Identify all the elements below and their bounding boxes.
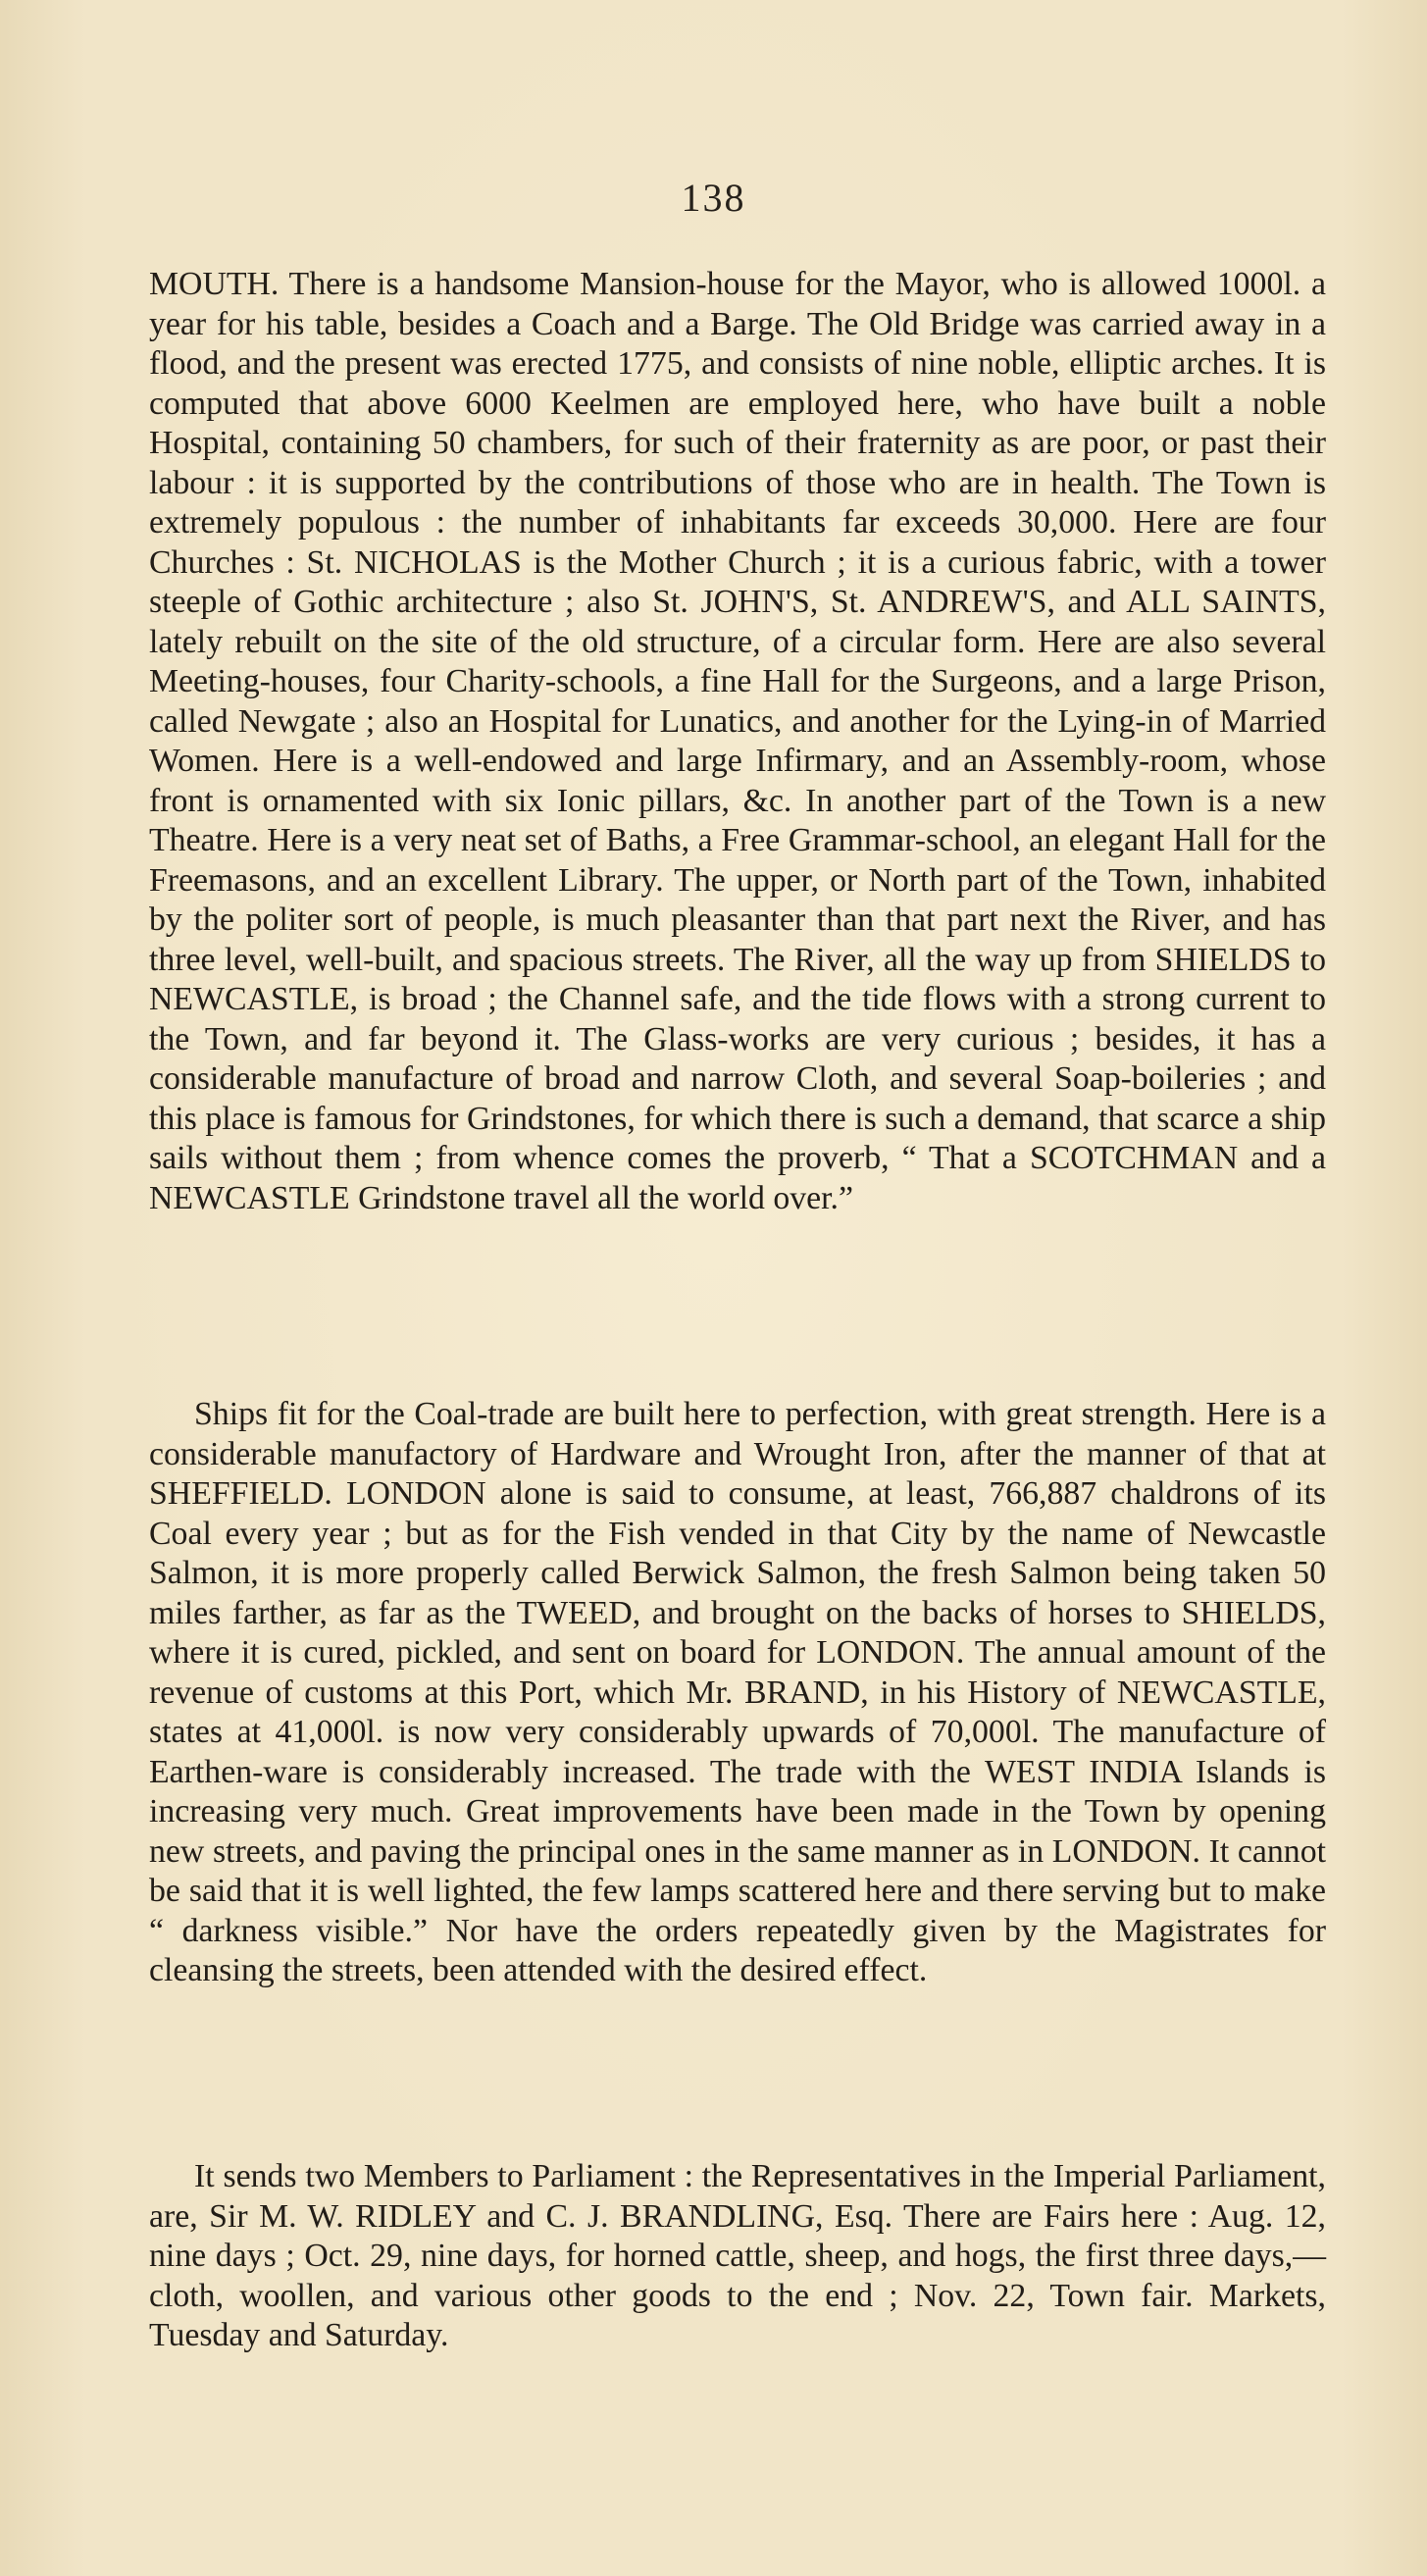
paragraph-1: MOUTH. There is a handsome Mansion-house for the Mayor, who is allowed 1000l. a year for his table, besides a Coach and a Barge. The Old Bridge was carried away in a flood, and the present was erected 1775, and consists of nine noble, elliptic arches. It is computed that above 6000 Keelmen are employed here, who have built a noble Hospital, containing 50 chambers, for such of their fraternity as are poor, or past their labour : it is supported by the contributions of those who are in health. The Town is extremely populous : the number of inhabitants far exceeds 30,000. Here are four Churches : St. NICHOLAS is the Mother Church ; it is a curious fabric, with a tower steeple of Gothic architecture ; also St. JOHN'S, St. ANDREW'S, and ALL SAINTS, lately rebuilt on the site of the old structure, of a circular form. Here are also several Meeting-houses, four Charity-schools, a fine Hall for the Surgeons, and a large Prison, called Newgate ; also an Hospital for Lunatics, and another for the Lying-in of Married Women. Here is a well-endowed and large Infirmary, and an Assembly-room, whose front is ornamented with six Ionic pillars, &c. In another part of the Town is a new Theatre. Here is a very neat set of Baths, a Free Grammar-school, an elegant Hall for the Freemasons, and an excellent Library. The upper, or North part of the Town, inhabited by the politer sort of people, is much pleasanter than that part next the River, and has three level, well-built, and spacious streets. The River, all the way up from SHIELDS to NEWCASTLE, is broad ; the Channel safe, and the tide flows with a strong current to the Town, and far beyond it. The Glass-works are very curious ; besides, it has a considerable manufacture of broad and narrow Cloth, and several Soap-boileries ; and this place is famous for Grindstones, for which there is such a demand, that scarce a ship sails without them ; from whence comes the proverb, “ That a SCOTCHMAN and a NEWCASTLE Grindstone travel all the world over.”: [149, 266, 1326, 1216]
paragraph-3-block: [149, 2157, 1326, 2356]
paragraph-2-block: [149, 1395, 1326, 1991]
paragraph-3: It sends two Members to Parliament : the Representatives in the Imperial Parliament, are, Sir M. W. RIDLEY and C. J. BRANDLING, Esq. There are Fairs here : Aug. 12, nine days ; Oct. 29, nine days, for horned cattle, sheep, and hogs, the first three days,—cloth, woollen, and various other goods to the end ; Nov. 22, Town fair. Markets, Tuesday and Saturday.: [149, 2158, 1326, 2353]
paragraph-2: Ships fit for the Coal-trade are built here to perfection, with great strength. Here is a considerable manufactory of Hardware and Wrought Iron, after the manner of that at SHEFFIELD. LONDON alone is said to consume, at least, 766,887 chaldrons of its Coal every year ; but as for the Fish vended in that City by the name of Newcastle Salmon, it is more properly called Berwick Salmon, the fresh Salmon being taken 50 miles farther, as far as the TWEED, and brought on the backs of horses to SHIELDS, where it is cured, pickled, and sent on board for LONDON. The annual amount of the revenue of customs at this Port, which Mr. BRAND, in his History of NEWCASTLE, states at 41,000l. is now very considerably upwards of 70,000l. The manufacture of Earthen-ware is considerably increased. The trade with the WEST INDIA Islands is increasing very much. Great improvements have been made in the Town by opening new streets, and paving the principal ones in the same manner as in LONDON. It cannot be said that it is well lighted, the few lamps scattered here and there serving but to make “ darkness visible.” Nor have the orders repeatedly given by the Magistrates for cleansing the streets, been attended with the desired effect.: [149, 1396, 1326, 1988]
page-number: 138: [681, 176, 746, 220]
paragraph-1-block: [149, 265, 1326, 1218]
